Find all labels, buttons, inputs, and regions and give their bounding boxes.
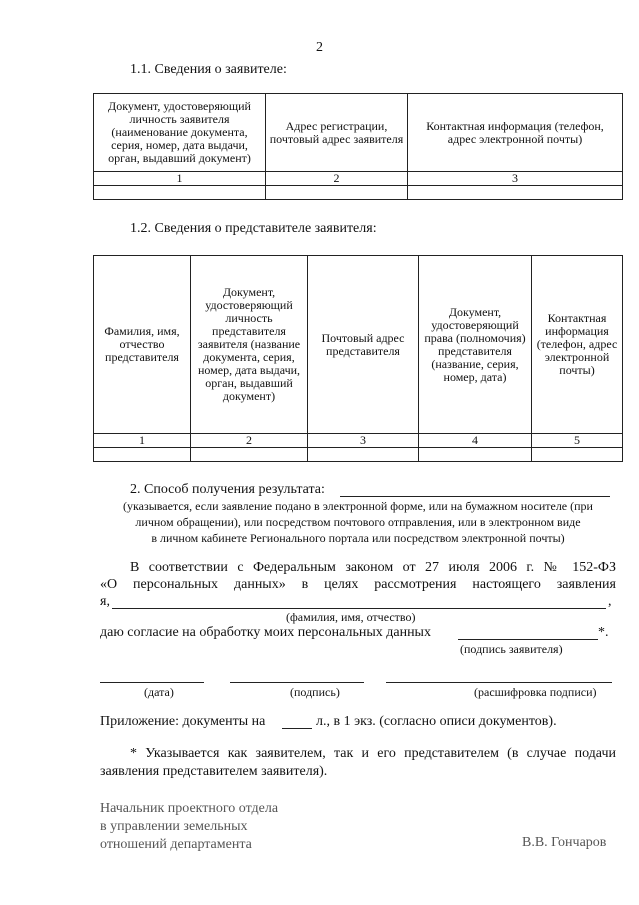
consent-prefix: я,	[100, 594, 110, 609]
consent-comma: ,	[608, 594, 612, 609]
representative-table	[93, 255, 623, 462]
applicant-contact-header: Контактная информация (телефон, адрес электронной почты)	[408, 94, 623, 172]
signatory-position: отношений департамента	[100, 837, 252, 852]
rep-authority-header: Документ, удостоверяющий права (полномочия) представителя (название, серия, номер, дата)	[419, 256, 532, 434]
rep-fio-header: Фамилия, имя, отчество представителя	[94, 256, 191, 434]
decoding-field[interactable]	[386, 682, 612, 683]
rep-contact-header: Контактная информация (телефон, адрес электронной почты)	[532, 256, 623, 434]
rep-col-number: 2	[191, 434, 308, 448]
applicant-col-number: 2	[266, 172, 408, 186]
signature-caption-row: (подпись)	[290, 685, 340, 699]
fio-field[interactable]	[112, 608, 606, 609]
fio-caption: (фамилия, имя, отчество)	[286, 610, 416, 624]
rep-data-cell[interactable]	[94, 448, 191, 462]
signatory-position: в управлении земельных	[100, 819, 248, 834]
rep-data-cell[interactable]	[191, 448, 308, 462]
page-number: 2	[316, 40, 323, 55]
result-note-line: в личном кабинете Регионального портала или посредством электронной почты)	[151, 531, 565, 545]
date-caption: (дата)	[144, 685, 174, 699]
consent-line-4: даю согласие на обработку моих персональных данных	[100, 625, 431, 640]
result-method-field[interactable]	[340, 496, 610, 497]
applicant-signature-field[interactable]	[458, 639, 598, 640]
rep-address-header: Почтовый адрес представителя	[308, 256, 419, 434]
footnote-line-2: заявления представителем заявителя).	[100, 764, 328, 779]
applicant-data-cell[interactable]	[266, 186, 408, 200]
rep-col-number: 1	[94, 434, 191, 448]
signatory-name: В.В. Гончаров	[522, 835, 607, 850]
attachment-pages-field[interactable]	[282, 728, 312, 729]
rep-col-number: 4	[419, 434, 532, 448]
attachment-prefix: Приложение: документы на	[100, 714, 266, 729]
signature-field[interactable]	[230, 682, 364, 683]
consent-asterisk: *.	[598, 625, 609, 640]
date-field[interactable]	[100, 682, 204, 683]
section-1-2-title: 1.2. Сведения о представителе заявителя:	[130, 221, 377, 236]
section-1-1-title: 1.1. Сведения о заявителе:	[130, 62, 287, 77]
rep-data-cell[interactable]	[532, 448, 623, 462]
rep-doc-header: Документ, удостоверяющий личность представителя заявителя (название документа, серия, номер, дата выдачи, орган, выдавший документ)	[191, 256, 308, 434]
result-note-line: личном обращении), или посредством почтового отправления, или в электронном виде	[135, 515, 581, 529]
rep-col-number: 3	[308, 434, 419, 448]
result-note-line: (указывается, если заявление подано в электронной форме, или на бумажном носителе (при	[123, 499, 593, 513]
consent-line-2: «О персональных данных» в целях рассмотрения настоящего заявления	[100, 577, 616, 592]
applicant-data-cell[interactable]	[408, 186, 623, 200]
applicant-col-number: 1	[94, 172, 266, 186]
applicant-col-number: 3	[408, 172, 623, 186]
signature-caption: (подпись заявителя)	[460, 642, 563, 656]
attachment-suffix: л., в 1 экз. (согласно описи документов).	[316, 714, 557, 729]
consent-line-1: В соответствии с Федеральным законом от 27 июля 2006 г. № 152-ФЗ	[130, 560, 616, 575]
rep-data-cell[interactable]	[308, 448, 419, 462]
rep-col-number: 5	[532, 434, 623, 448]
applicant-doc-header: Документ, удостоверяющий личность заявителя (наименование документа, серия, номер, дата выдачи, орган, выдавший документ)	[94, 94, 266, 172]
decoding-caption: (расшифровка подписи)	[474, 685, 597, 699]
rep-data-cell[interactable]	[419, 448, 532, 462]
footnote-line-1: * Указывается как заявителем, так и его представителем (в случае подачи	[130, 746, 616, 761]
applicant-table	[93, 93, 623, 200]
applicant-data-cell[interactable]	[94, 186, 266, 200]
applicant-address-header: Адрес регистрации, почтовый адрес заявителя	[266, 94, 408, 172]
section-2-title: 2. Способ получения результата:	[130, 482, 325, 497]
signatory-position: Начальник проектного отдела	[100, 801, 279, 816]
